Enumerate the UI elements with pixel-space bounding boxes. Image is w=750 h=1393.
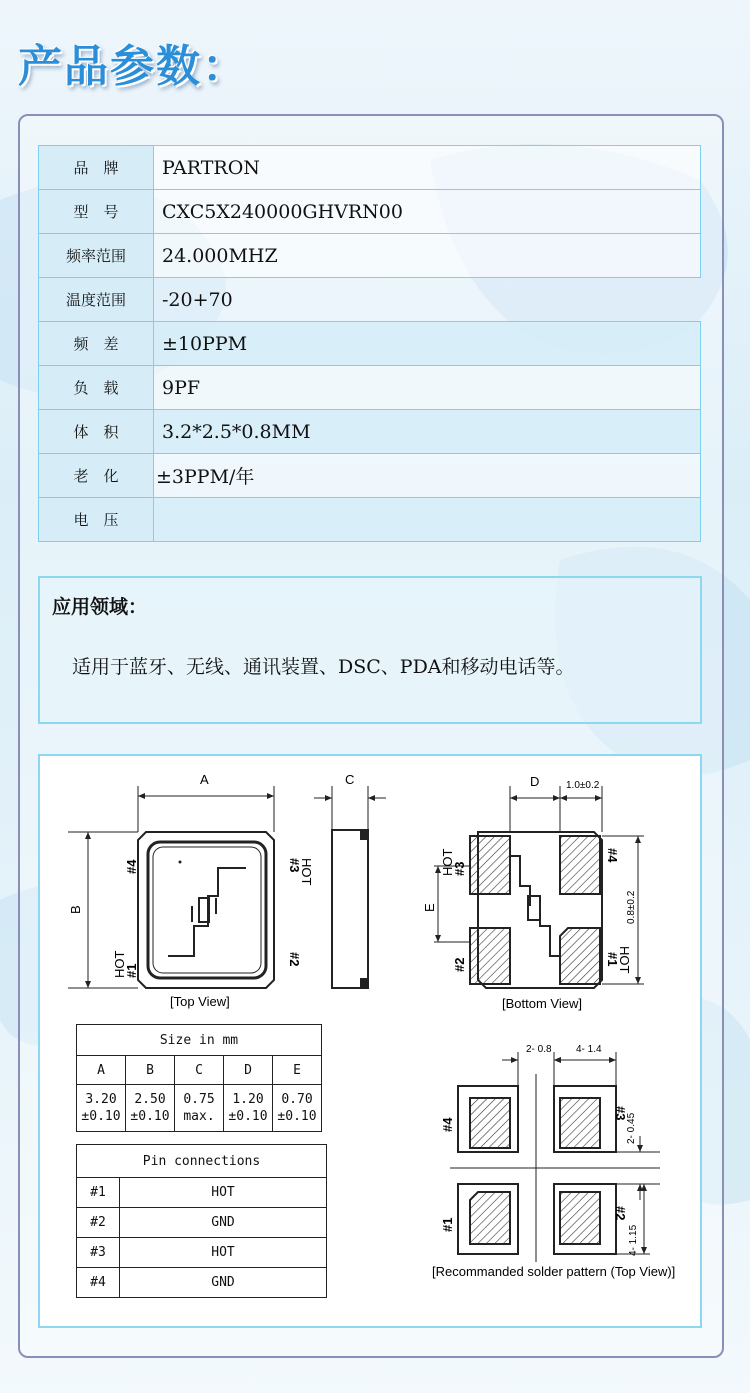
conn-cell: GND <box>120 1268 327 1298</box>
table-row <box>39 454 701 498</box>
size-cell: 0.70 ±0.10 <box>273 1085 322 1132</box>
param-value: 9PF <box>154 366 701 410</box>
param-value: ±3PPM/年 <box>154 454 701 498</box>
table-row <box>39 410 701 454</box>
param-label: 老 化 <box>39 454 154 498</box>
top-hot3: HOT <box>299 858 314 886</box>
table-row <box>39 366 701 410</box>
dim-e: E <box>422 903 437 912</box>
top-view-caption: [Top View] <box>170 994 230 1009</box>
top-view <box>68 772 314 1009</box>
size-header: D <box>224 1056 273 1085</box>
pin-table-title: Pin connections <box>77 1145 327 1178</box>
param-table <box>38 145 701 542</box>
pin-cell: #2 <box>77 1208 120 1238</box>
bot-pin2: #2 <box>452 957 467 972</box>
page-title: 产品参数： <box>18 41 248 92</box>
pin-cell: #3 <box>77 1238 120 1268</box>
size-header: E <box>273 1056 322 1085</box>
application-text: 适用于蓝牙、无线、通讯装置、DSC、PDA和移动电话等。 <box>72 656 575 678</box>
param-label: 电 压 <box>39 498 154 542</box>
dim-pin-w: 0.8±0.2 <box>626 890 637 924</box>
bot-hot1: HOT <box>617 946 632 974</box>
sp-pin2: #2 <box>613 1206 628 1221</box>
table-row <box>77 1085 322 1132</box>
table-row <box>39 322 701 366</box>
table-row <box>39 146 701 190</box>
dim-c: C <box>345 772 355 787</box>
sp-pin1: #1 <box>440 1217 455 1232</box>
table-row <box>39 234 701 278</box>
conn-cell: GND <box>120 1208 327 1238</box>
param-value: ±10PPM <box>154 322 701 366</box>
bot-hot3: HOT <box>440 848 455 876</box>
param-label: 频率范围 <box>39 234 154 278</box>
top-pin1: #1 <box>124 963 139 978</box>
param-label: 温度范围 <box>39 278 154 322</box>
dim-pad-gap: 2- 0.8 <box>526 1044 552 1055</box>
param-value: 3.2*2.5*0.8MM <box>154 410 701 454</box>
bottom-view <box>422 774 644 1011</box>
dim-d: D <box>530 774 540 789</box>
dim-a: A <box>200 772 209 787</box>
bot-pin1: #1 <box>605 952 620 967</box>
param-label: 负 载 <box>39 366 154 410</box>
pin-cell: #1 <box>77 1178 120 1208</box>
top-pin3: #3 <box>287 858 302 873</box>
application-heading: 应用领域： <box>52 596 148 618</box>
application-box <box>38 576 702 724</box>
table-row <box>39 498 701 542</box>
param-label: 体 积 <box>39 410 154 454</box>
table-row <box>77 1178 327 1208</box>
conn-cell: HOT <box>120 1178 327 1208</box>
size-header: A <box>77 1056 126 1085</box>
bottom-view-caption: [Bottom View] <box>502 996 582 1011</box>
dimension-drawing <box>38 754 702 1328</box>
table-row <box>39 190 701 234</box>
param-value: -20+70 <box>154 278 701 322</box>
dim-pad-h: 4- 1.15 <box>628 1224 639 1256</box>
size-header: C <box>175 1056 224 1085</box>
bot-pin3: #3 <box>452 861 467 876</box>
size-header: B <box>126 1056 175 1085</box>
conn-cell: HOT <box>120 1238 327 1268</box>
size-table <box>76 1024 322 1132</box>
pin-table <box>76 1144 327 1298</box>
dim-b: B <box>68 905 83 914</box>
top-hot1: HOT <box>112 950 127 978</box>
table-row <box>39 278 701 322</box>
table-row <box>77 1208 327 1238</box>
solder-caption: [Recommanded solder pattern (Top View)] <box>432 1264 676 1279</box>
sp-pin3: #3 <box>613 1106 628 1121</box>
table-row <box>77 1268 327 1298</box>
size-cell: 1.20 ±0.10 <box>224 1085 273 1132</box>
table-row <box>77 1145 327 1178</box>
size-cell: 3.20 ±0.10 <box>77 1085 126 1132</box>
param-label: 品 牌 <box>39 146 154 190</box>
table-row <box>77 1025 322 1056</box>
size-table-title: Size in mm <box>77 1025 322 1056</box>
param-value: PARTRON <box>154 146 701 190</box>
sp-pin4: #4 <box>440 1117 455 1132</box>
solder-pattern <box>432 1044 675 1279</box>
table-row <box>77 1238 327 1268</box>
top-pin2: #2 <box>287 952 302 967</box>
size-cell: 2.50 ±0.10 <box>126 1085 175 1132</box>
param-label: 频 差 <box>39 322 154 366</box>
param-value: CXC5X240000GHVRN00 <box>154 190 701 234</box>
param-label: 型 号 <box>39 190 154 234</box>
param-value <box>154 498 701 542</box>
bot-pin4: #4 <box>605 848 620 863</box>
table-row <box>77 1056 322 1085</box>
dim-pitch: 1.0±0.2 <box>566 780 600 791</box>
top-pin4: #4 <box>124 859 139 874</box>
side-view <box>314 772 386 988</box>
dim-pad-len: 4- 1.4 <box>576 1044 602 1055</box>
param-value: 24.000MHZ <box>154 234 701 278</box>
size-cell: 0.75 max. <box>175 1085 224 1132</box>
pin-cell: #4 <box>77 1268 120 1298</box>
dim-pad-w: 2- 0.45 <box>626 1112 637 1144</box>
